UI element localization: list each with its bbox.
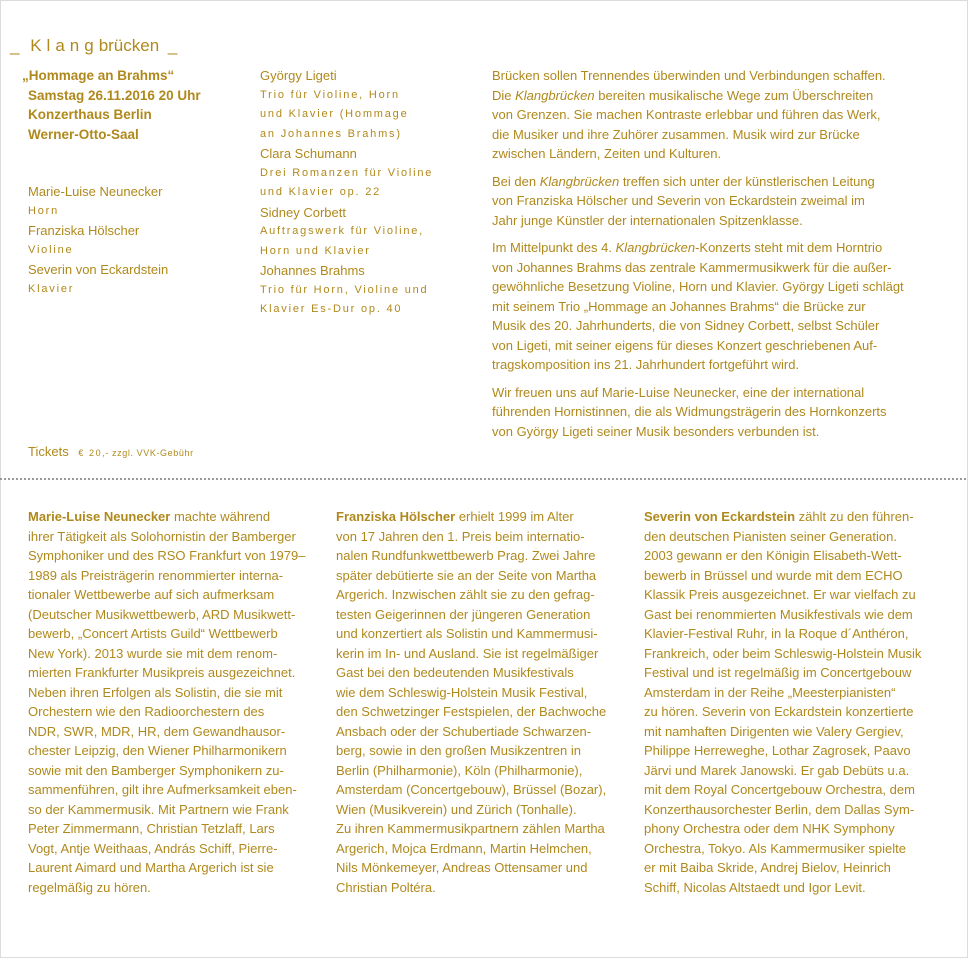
title-prefix: Klang <box>30 36 99 55</box>
performer-name: Severin von Eckardstein <box>28 262 169 277</box>
performer-role: Violine <box>28 243 74 256</box>
work-line: Auftragswerk für Violine, <box>260 225 425 237</box>
composer-name: György Ligeti <box>260 68 337 83</box>
title-dash-right: _ <box>167 36 178 55</box>
intro-paragraph <box>492 66 938 164</box>
series-title <box>10 36 177 56</box>
work-line: Klavier Es-Dur op. 40 <box>260 303 403 315</box>
intro-text <box>492 66 938 449</box>
composer-name: Johannes Brahms <box>260 263 365 278</box>
bio-text: erhielt 1999 im Alter von 17 Jahren den 1. Preis beim internatio- nalen Rundfunkwettbewerb Prag. Zwei Jahre später debütierte sie an der Seite von Martha Argerich. Inzwischen zählt sie zu den gefrag- testen Geigerinnen der jüngeren Generation und konzertiert als Solistin und Kammermusi- kerin im In- und Ausland. Sie ist regelmäßiger Gast bei den bedeutenden Musikfestivals wie dem Schleswig-Holstein Musik Festival, den Schwetzinger Festspielen, der Bachwoche Ansbach oder der Schubertiade Schwarzen- berg, sowie in den großen Musikzentren in Berlin (Philharmonie), Köln (Philharmonie), Amsterdam (Concertgebouw), Brüssel (Bozar), Wien (Musikverein) und Zürich (Tonhalle). Zu ihren Kammermusikpartnern zählen Martha Argerich, Mojca Erdmann, Martin Helmchen, Nils Mönkemeyer, Andreas Ottensamer und Christian Poltéra. <box>336 509 607 895</box>
performer-name: Franziska Hölscher <box>28 223 140 238</box>
performer-list <box>28 182 168 299</box>
work-line: Trio für Horn, Violine und <box>260 283 429 296</box>
intro-text-run: Bei den <box>492 173 540 189</box>
intro-emphasis: Klangbrücken <box>515 87 595 103</box>
work-line: und Klavier (Hommage <box>260 108 409 120</box>
title-suffix: brücken <box>98 36 160 55</box>
composer-name: Clara Schumann <box>260 146 357 161</box>
intro-text-run: Im Mittelpunkt des 4. <box>492 240 616 255</box>
intro-paragraph <box>492 238 938 375</box>
bio-name: Franziska Hölscher <box>336 509 456 524</box>
composer-name: Sidney Corbett <box>260 204 346 220</box>
intro-text-run: Wir freuen uns auf Marie-Luise Neunecker, eine der international führenden Hornistinnen, die als Widmungsträgerin des Hornkonzerts von György Ligeti seiner Musik besonders verbunden ist. <box>492 384 887 439</box>
tickets-label: Tickets <box>28 444 69 459</box>
bio-name: Severin von Eckardstein <box>644 509 796 524</box>
work-line: Drei Romanzen für Violine <box>260 166 434 179</box>
intro-paragraph <box>492 383 938 442</box>
performer-name: Marie-Luise Neunecker <box>28 184 163 199</box>
biography-column <box>28 507 313 897</box>
program-list <box>260 66 433 320</box>
intro-paragraph <box>492 172 938 231</box>
event-date: Samstag 26.11.2016 20 Uhr <box>28 87 201 103</box>
intro-text-run: bereiten musikalische Wege zum Überschreiten von Grenzen. Sie machen Kontraste erlebbar und führen das Werk, die Musiker und ihre Zuhörer zusammen. Musik wird zur Brücke zwischen Ländern, Zeiten und Kulturen. <box>492 87 881 161</box>
title-dash-left: _ <box>10 36 20 55</box>
performer-role: Horn <box>28 204 60 217</box>
biography-column <box>336 507 621 897</box>
bio-name: Marie-Luise Neunecker <box>28 509 171 524</box>
work-line: und Klavier op. 22 <box>260 186 382 198</box>
event-info <box>22 66 201 144</box>
bio-text: machte während ihrer Tätigkeit als Solohornistin der Bamberger Symphoniker und des RSO Frankfurt von 1979– 1989 als Preisträgerin renommierter interna- tionaler Wettbewerbe auf sich aufmerksam (Deutscher Musikwettbewerb, ARD Musikwett- bewerb, „Concert Artists Guild“ Wettbewerb New York). 2013 wurde sie mit dem renom- mierten Frankfurter Musikpreis ausgezeichnet. Neben ihren Erfolgen als Solistin, die sie mit Orchestern wie den Radioorchestern des NDR, SWR, MDR, HR, dem Gewandhausor- chester Leipzig, den Wiener Philharmonikern sowie mit den Bamberger Symphonikern zu- sammenführen, gilt ihre Aufmerksamkeit eben- so der Kammermusik. Mit Partnern wie Frank Peter Zimmermann, Christian Tetzlaff, Lars Vogt, Antje Weithaas, András Schiff, Pierre- Laurent Aimard und Martha Argerich ist sie regelmäßig zu hören. <box>28 509 306 895</box>
bio-text: zählt zu den führen- den deutschen Pianisten seiner Generation. 2003 gewann er den Königin Elisabeth-Wett- bewerb in Brüssel und wurde mit dem ECHO Klassik Preis ausgezeichnet. Er war vielfach zu Gast bei renommierten Musikfestivals wie dem Klavier-Festival Ruhr, in la Roque d´Anthéron, Frankreich, oder beim Schleswig-Holstein Musik Festival und ist regelmäßig im Concertgebouw Amsterdam in der Reihe „Meesterpianisten“ zu hören. Severin von Eckardstein konzertierte mit namhaften Dirigenten wie Valery Gergiev, Philippe Herreweghe, Lothar Zagrosek, Paavo Järvi und Marek Janowski. Er gab Debüts u.a. mit dem Royal Concertgebouw Orchestra, dem Konzerthausorchester Berlin, dem Dallas Sym- phony Orchestra oder dem NHK Symphony Orchestra, Tokyo. Als Kammermusiker spielte er mit Baiba Skride, Andrej Bielov, Heinrich Schiff, Nicolas Altstaedt und Igor Levit. <box>644 509 922 895</box>
event-hall: Werner-Otto-Saal <box>28 126 139 142</box>
intro-text-run: treffen sich unter der künstlerischen Leitung von Franziska Hölscher und Severin von Eckardstein zweimal im Jahr junge Künstler der internationalen Spitzenklasse. <box>492 173 875 228</box>
intro-text-run: Brücken sollen Trennendes überwinden und Verbindungen schaffen. Die <box>492 68 886 103</box>
intro-emphasis: Klangbrücken <box>539 173 620 189</box>
work-line: Trio für Violine, Horn <box>260 88 400 101</box>
event-name: „Hommage an Brahms“ <box>22 68 175 83</box>
work-line: Horn und Klavier <box>260 244 371 257</box>
tickets-fee: ,- zzgl. VVK-Gebühr <box>102 448 194 458</box>
biography-column <box>644 507 934 897</box>
performer-role: Klavier <box>28 282 75 295</box>
event-venue: Konzerthaus Berlin <box>28 107 152 122</box>
tickets-price: € 20 <box>78 448 103 458</box>
intro-text-run: -Konzerts steht mit dem Horntrio von Johannes Brahms das zentrale Kammermusikwerk für die außer- gewöhnliche Besetzung Violine, Horn und Klavier. György Ligeti schlägt mit seinem Trio „Hommage an Johannes Brahms“ die Brücke zur Musik des 20. Jahrhunderts, die von Sidney Corbett, selbst Schüler von Ligeti, mit seiner eigens für dieses Konzert geschriebenen Auf- tragskomposition ins 21. Jahrhundert fortgeführt wird. <box>492 240 904 372</box>
intro-emphasis: Klangbrücken <box>615 240 696 255</box>
tickets-info <box>28 444 194 459</box>
dotted-separator <box>0 478 966 480</box>
work-line: an Johannes Brahms) <box>260 127 402 140</box>
